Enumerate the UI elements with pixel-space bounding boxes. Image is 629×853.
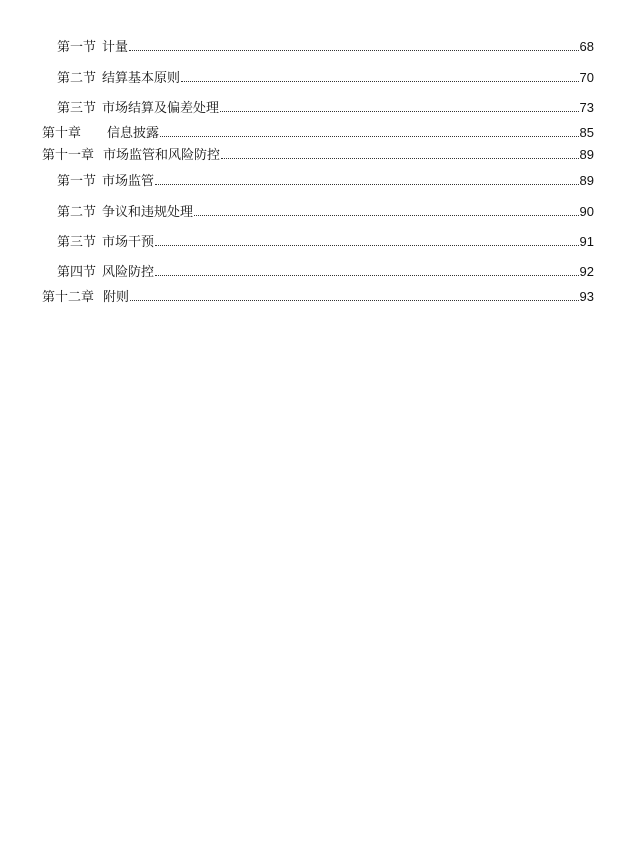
toc-entry-number: 第三节 <box>57 235 97 250</box>
toc-dot-leader <box>155 274 579 276</box>
toc-entry-title: 市场干预 <box>102 235 155 250</box>
toc-dot-leader <box>220 110 579 112</box>
toc-entry-number: 第二节 <box>57 205 97 220</box>
toc-entry-number: 第十章 <box>42 126 82 141</box>
toc-entry[interactable] <box>57 100 594 116</box>
toc-entry-title: 市场结算及偏差处理 <box>102 101 220 116</box>
toc-entry-label <box>57 40 128 56</box>
toc-entry-page: 85 <box>579 125 594 140</box>
toc-entry-page: 90 <box>579 204 594 219</box>
toc-entry-title: 信息披露 <box>107 126 160 141</box>
toc-entry-page: 92 <box>579 264 594 279</box>
toc-entry-title: 风险防控 <box>102 265 155 280</box>
toc-entry-label <box>42 126 159 142</box>
toc-entry-label <box>57 71 180 87</box>
toc-entry-number: 第十一章 <box>42 148 95 163</box>
toc-dot-leader <box>181 80 579 82</box>
toc-entry-page: 68 <box>579 39 594 54</box>
toc-entry[interactable] <box>57 70 594 86</box>
toc-entry-title: 附则 <box>103 290 130 305</box>
toc-entry-title: 市场监管 <box>102 174 155 189</box>
toc-entry[interactable] <box>57 39 594 55</box>
toc-entry-number: 第三节 <box>57 101 97 116</box>
toc-entry-number: 第二节 <box>57 71 97 86</box>
toc-entry-label <box>42 290 129 306</box>
toc-entry[interactable] <box>42 289 594 305</box>
toc-dot-leader <box>194 214 579 216</box>
toc-entry-title: 市场监管和风险防控 <box>103 148 221 163</box>
toc-entry-title: 争议和违规处理 <box>102 205 194 220</box>
toc-entry-title: 结算基本原则 <box>102 71 181 86</box>
toc-dot-leader <box>155 183 579 185</box>
toc-entry[interactable] <box>57 173 594 189</box>
toc-entry[interactable] <box>42 147 594 163</box>
toc-dot-leader <box>129 49 579 51</box>
toc-entry-number: 第一节 <box>57 40 97 55</box>
toc-entry-label <box>57 235 154 251</box>
toc-entry-number: 第一节 <box>57 174 97 189</box>
toc-entry-label <box>57 205 193 221</box>
toc-entry-page: 89 <box>579 173 594 188</box>
toc-entry-page: 93 <box>579 289 594 304</box>
toc-dot-leader <box>155 244 579 246</box>
toc-entry-label <box>57 174 154 190</box>
toc-entry-page: 89 <box>579 147 594 162</box>
toc-entry-label <box>57 265 154 281</box>
toc-dot-leader <box>160 135 579 137</box>
toc-entry-page: 73 <box>579 100 594 115</box>
toc-entry-number: 第十二章 <box>42 290 95 305</box>
toc-entry-title: 计量 <box>102 40 129 55</box>
toc-entry[interactable] <box>42 125 594 141</box>
toc-entry[interactable] <box>57 234 594 250</box>
toc-entry-number: 第四节 <box>57 265 97 280</box>
toc-entry-page: 91 <box>579 234 594 249</box>
toc-entry-page: 70 <box>579 70 594 85</box>
toc-entry-label <box>42 148 220 164</box>
toc-entry-label <box>57 101 219 117</box>
toc-dot-leader <box>221 157 579 159</box>
toc-entry[interactable] <box>57 264 594 280</box>
toc-dot-leader <box>130 299 579 301</box>
toc-entry[interactable] <box>57 204 594 220</box>
